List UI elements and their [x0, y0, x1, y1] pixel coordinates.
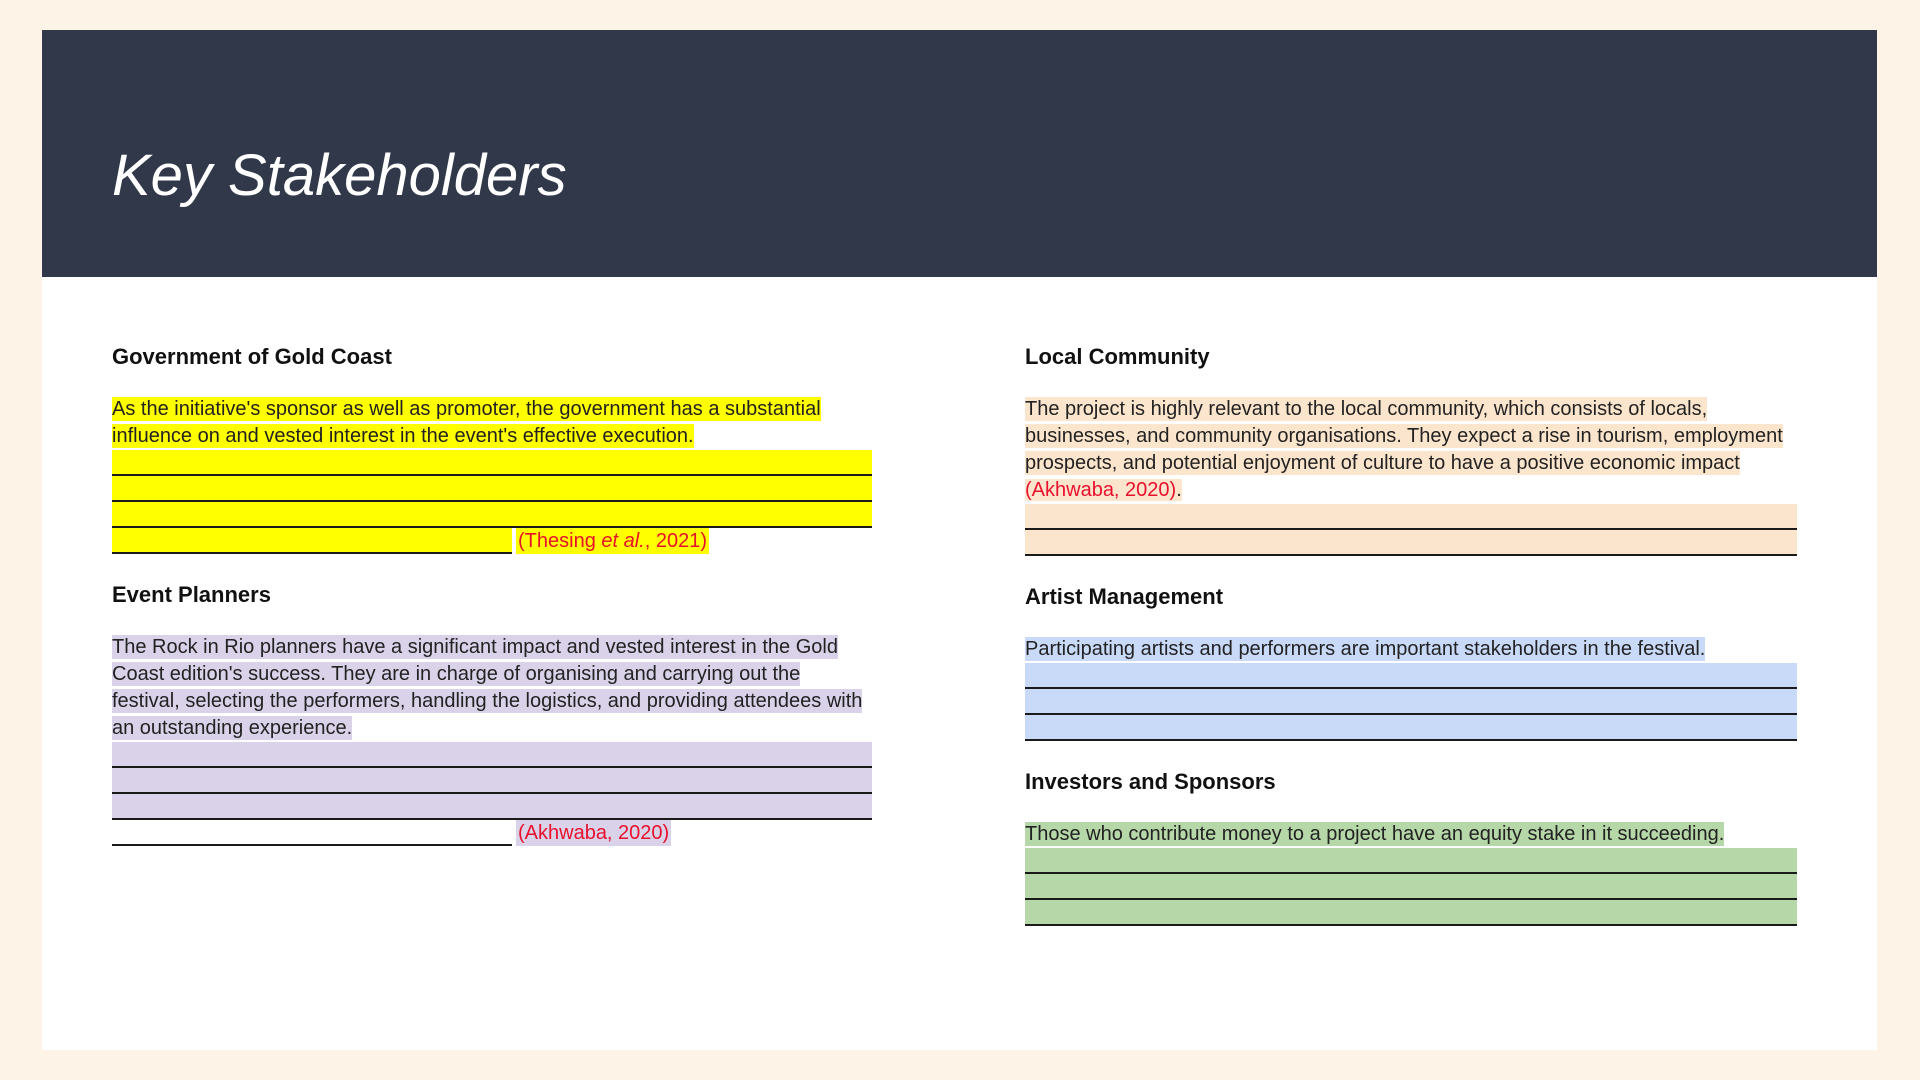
stakeholder-community [1025, 342, 1797, 556]
planners-citation-row [112, 820, 872, 846]
answer-line [112, 820, 512, 846]
artists-answer-lines [1025, 663, 1797, 741]
stakeholder-investors [1025, 767, 1797, 926]
answer-line [1025, 715, 1797, 741]
government-description [112, 396, 872, 450]
answer-line [1025, 874, 1797, 900]
answer-line [112, 794, 872, 820]
artists-text: Participating artists and performers are important stakeholders in the festival. [1025, 638, 1706, 660]
government-citation-row [112, 528, 872, 554]
title-bar [42, 30, 1877, 277]
investors-heading: Investors and Sponsors [1025, 769, 1276, 794]
answer-line [112, 768, 872, 794]
answer-line [112, 502, 872, 528]
community-text: The project is highly relevant to the local community, which consists of locals, businesses, and community organisations. They expect a rise in tourism, employment prospects, and potential enjoyment of culture to have a positive economic impact [1025, 398, 1783, 474]
right-column [1025, 342, 1797, 952]
planners-text: The Rock in Rio planners have a significant impact and vested interest in the Gold Coast edition's success. They are in charge of organising and carrying out the festival, selecting the performers, handling the logistics, and providing attendees with an outstanding experience. [112, 636, 863, 739]
answer-line [1025, 530, 1797, 556]
artists-heading: Artist Management [1025, 584, 1224, 609]
artists-description [1025, 636, 1797, 663]
community-citation-suffix: . [1176, 479, 1182, 501]
planners-citation: (Akhwaba, 2020) [518, 822, 670, 844]
investors-answer-lines [1025, 848, 1797, 926]
planners-description [112, 634, 872, 742]
planners-answer-lines [112, 742, 872, 820]
government-citation: (Thesing et al., 2021) [518, 530, 707, 552]
answer-line [112, 528, 512, 554]
answer-line [112, 742, 872, 768]
investors-description [1025, 821, 1797, 848]
answer-line [1025, 689, 1797, 715]
community-answer-lines [1025, 504, 1797, 556]
investors-text: Those who contribute money to a project have an equity stake in it succeeding. [1025, 823, 1725, 845]
government-text: As the initiative's sponsor as well as promoter, the government has a substantial influence on and vested interest in the event's effective execution. [112, 398, 821, 447]
community-heading: Local Community [1025, 344, 1210, 369]
answer-line [1025, 900, 1797, 926]
answer-line [112, 476, 872, 502]
government-answer-lines [112, 450, 872, 528]
stakeholder-planners [112, 580, 872, 846]
slide [42, 30, 1877, 1050]
answer-line [112, 450, 872, 476]
answer-line [1025, 663, 1797, 689]
answer-line [1025, 848, 1797, 874]
community-citation: (Akhwaba, 2020) [1025, 479, 1177, 501]
slide-title: Key Stakeholders [112, 143, 567, 208]
stakeholder-government [112, 342, 872, 554]
government-heading: Government of Gold Coast [112, 344, 392, 369]
stakeholder-artists [1025, 582, 1797, 741]
community-description [1025, 396, 1797, 504]
left-column [112, 342, 872, 872]
answer-line [1025, 504, 1797, 530]
planners-heading: Event Planners [112, 582, 271, 607]
